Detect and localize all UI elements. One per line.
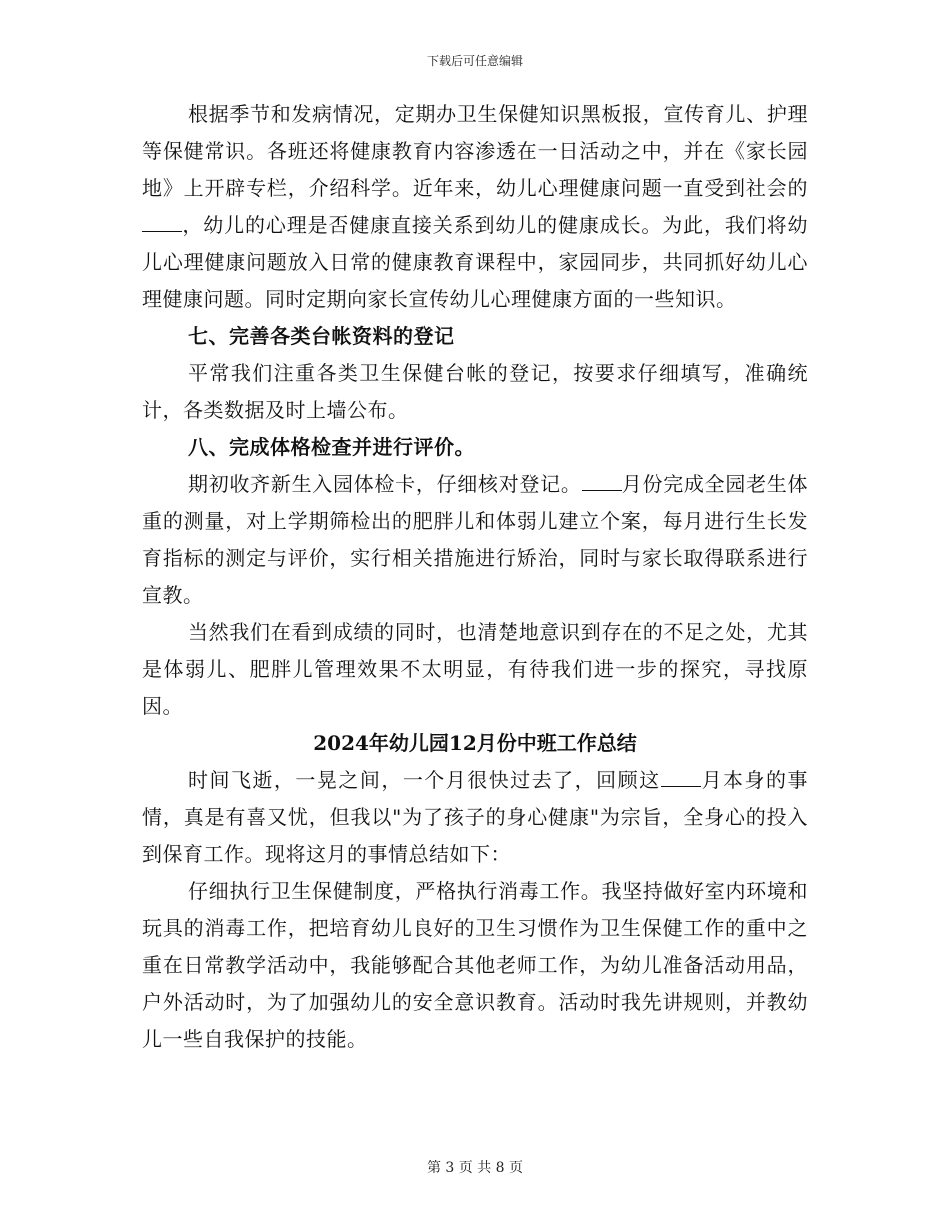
page-header: 下载后可任意编辑 — [426, 54, 523, 68]
paragraph-health-education — [142, 96, 808, 318]
section-heading-8: 八、完成体格检查并进行评价。 — [188, 435, 475, 459]
paragraph-text: 月份完成全园老生体重的测量，对上学期筛检出的肥胖儿和体弱儿建立个案，每月进行生长发育指标的测定与评价，实行相关措施进行矫治，同时与家长取得联系进行宣教。 — [142, 472, 809, 607]
paragraph-hygiene: 仔细执行卫生保健制度，严格执行消毒工作。我坚持做好室内环境和玩具的消毒工作，把培育幼儿良好的卫生习惯作为卫生保健工作的重中之重在日常教学活动中，我能够配合其他老师工作，为幼儿准备活动用品，户外活动时，为了加强幼儿的安全意识教育。活动时我先讲规则，并教幼儿一些自我保护的技能。 — [142, 879, 808, 1051]
paragraph-shortcomings: 当然我们在看到成绩的同时，也清楚地意识到存在的不足之处，尤其是体弱儿、肥胖儿管理效果不太明显，有待我们进一步的探究，寻找原因。 — [142, 620, 808, 718]
section-heading-7: 七、完善各类台帐资料的登记 — [188, 324, 455, 348]
paragraph-text: 时间飞逝，一晃之间，一个月很快过去了，回顾这 — [188, 768, 661, 792]
paragraph-physical-exam — [142, 466, 808, 614]
fill-blank — [661, 764, 701, 787]
fill-blank — [582, 468, 622, 491]
document-title: 2024年幼儿园12月份中班工作总结 — [313, 731, 637, 755]
paragraph-text: ，幼儿的心理是否健康直接关系到幼儿的健康成长。为此，我们将幼儿心理健康问题放入日常的健康教育课程中，家园同步，共同抓好幼儿心理健康问题。同时定期向家长宣传幼儿心理健康方面的一些知识。 — [142, 213, 808, 311]
document-body — [142, 96, 808, 1058]
paragraph-intro — [142, 762, 808, 873]
paragraph-text: 根据季节和发病情况，定期办卫生保健知识黑板报，宣传育儿、护理等保健常识。各班还将健康教育内容渗透在一日活动之中，并在《家长园地》上开辟专栏，介绍科学。近年来，幼儿心理健康问题一直受到社会的 — [142, 102, 808, 200]
page-footer: 第 3 页 共 8 页 — [426, 1160, 524, 1176]
paragraph-records: 平常我们注重各类卫生保健台帐的登记，按要求仔细填写，准确统计，各类数据及时上墙公布。 — [142, 361, 808, 422]
paragraph-text: 月本身的事情，真是有喜又忧，但我以"为了孩子的身心健康"为宗旨，全身心的投入到保育工作。现将这月的事情总结如下： — [142, 768, 809, 866]
paragraph-text: 期初收齐新生入园体检卡，仔细核对登记。 — [188, 472, 582, 496]
fill-blank — [142, 209, 182, 232]
